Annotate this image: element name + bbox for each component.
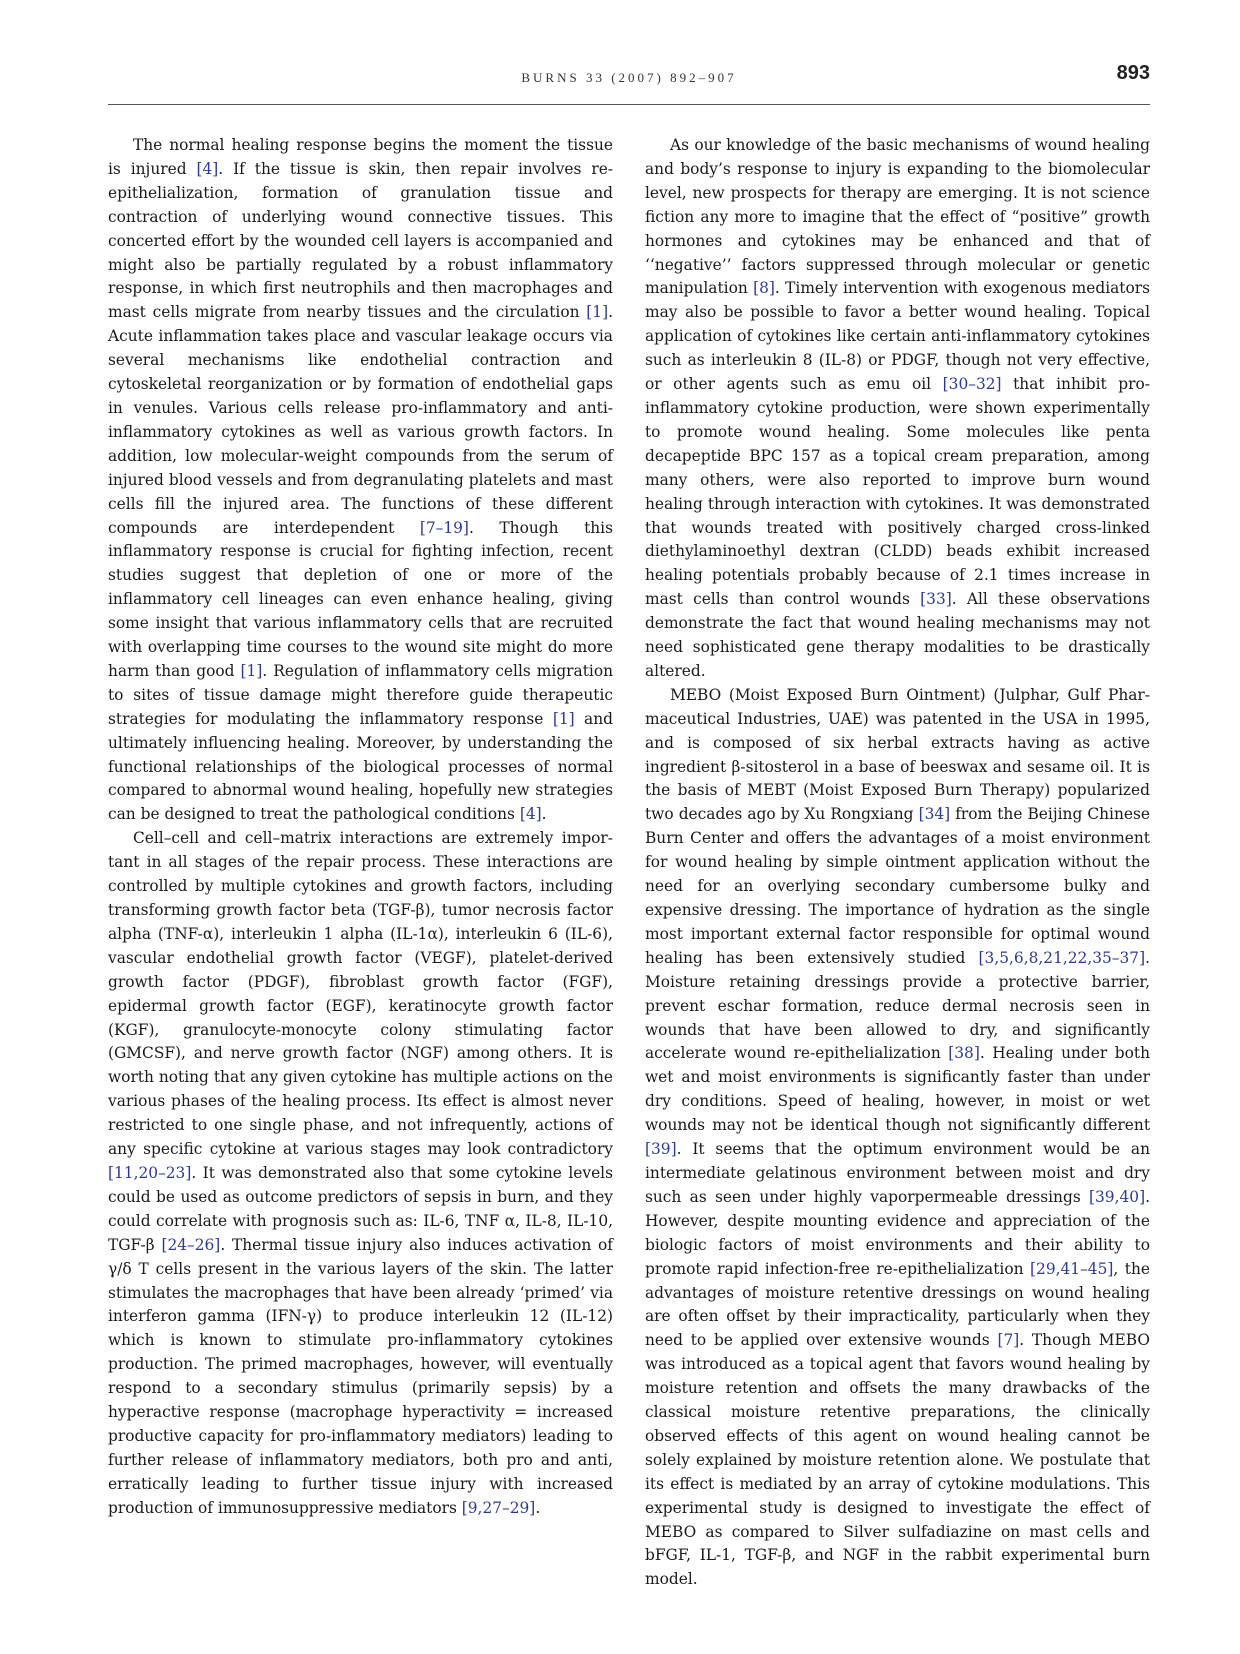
text-run: MEBO (Moist Exposed Burn Ointment) (Julphar, Gulf Pharmaceutical Industries, UAE) was patented in the USA in 1995, and is composed of six herbal extracts having as active ingredient β-sitosterol in a base of beeswax and sesame oil. It is the basis of MEBT (Moist Exposed Burn Therapy) popularized two decades ago by Xu Rongxiang (645, 685, 1150, 824)
text-run: . Though MEBO was introduced as a topical agent that favors wound healing by moisture retention and offsets the many drawbacks of the classical moisture retentive preparations, the clinically observed effects of this agent on wound healing cannot be solely explained by moisture retention alone. We postulate that its effect is mediated by an array of cytokine modulations. This experimental study is designed to investigate the effect of MEBO as compared to Silver sulfadiazine on mast cells and bFGF, IL-1, TGF-β, and NGF in the rabbit experimental burn model. (645, 1331, 1150, 1589)
citation-link[interactable]: [9,27–29] (461, 1498, 536, 1517)
text-run: . Regulation of inflammatory cells migration to sites of tissue damage might therefore guide therapeutic strategies for modulating the inflammatory response (108, 661, 613, 728)
text-run: . It seems that the optimum environment would be an intermediate gelatinous environment between moist and dry such as seen under highly vaporpermeable dressings (645, 1140, 1150, 1206)
citation-link[interactable]: [24–26] (161, 1235, 221, 1254)
citation-link[interactable]: [34] (918, 805, 951, 824)
right-column (645, 134, 1150, 1592)
text-run: . Healing under both wet and moist environments is significantly faster than under dry conditions. Speed of healing, however, in moist or wet wounds may not be identical though not significantly different (645, 1044, 1150, 1135)
citation-link[interactable]: [7–19] (419, 518, 469, 537)
text-run: . It was demonstrated also that some cytokine levels could be used as outcome predictors of sepsis in burn, and they could correlate with prognosis such as: IL-6, TNF α, IL-8, IL-10, TGF-β (108, 1163, 613, 1254)
text-run: . If the tissue is skin, then repair involves re-epithelialization, formation of granulation tissue and contraction of underlying wound connective tissues. This concerted effort by the wounded cell layers is accompanied and might also be partially regulated by a robust inflammatory response, in which first neutrophils and then macrophages and mast cells migrate from nearby tissues and the circulation (108, 159, 613, 322)
text-run: from the Beijing Chinese Burn Center and offers the advantages of a moist environment for wound healing by simple ointment application without the need for an overlying secondary cumbersome bulky and expensive dressing. The importance of hydration as the single most important external factor responsible for optimal wound healing has been extensively studied (645, 805, 1151, 967)
citation-link[interactable]: [39] (645, 1140, 677, 1159)
paragraph (108, 827, 613, 1520)
citation-link[interactable]: [3,5,6,8,21,22,35–37] (978, 948, 1146, 967)
text-run: . Though this inflammatory response is crucial for fighting infection, recent studies suggest that depletion of one or more of the inflammatory cell lineages can even enhance healing, giving some insight that various inflammatory cells that are recruited with overlapping time courses to the wound site might do more harm than good (108, 518, 613, 680)
text-run: Cell–cell and cell–matrix interactions are extremely important in all stages of the repair process. These interactions are controlled by multiple cytokines and growth factors, including transforming growth factor beta (TGF-β), tumor necrosis factor alpha (TNF-α), interleukin 1 alpha (IL-1α), interleukin 6 (IL-6), vascular endothelial growth factor (VEGF), platelet-derived growth factor (PDGF), fibroblast growth factor (FGF), epidermal growth factor (EGF), keratinocyte growth factor (KGF), granulocyte-monocyte colony stimulating factor (GMCSF), and nerve growth factor (NGF) among others. It is worth noting that any given cytokine has multiple actions on the various phases of the healing process. Its effect is almost never restricted to one single phase, and not infrequently, actions of any specific cytokine at various stages may look contradictory (108, 829, 613, 1159)
text-run: . (535, 1498, 541, 1517)
text-run: As our knowledge of the basic mechanisms of wound healing and body’s response to injury is expanding to the biomolecular level, new prospects for therapy are emerging. It is not science fiction any more to imagine that the effect of “positive” growth hormones and cytokines may be enhanced and that of ‘‘negative’’ factors suppressed through molecular or genetic manipulation (645, 136, 1150, 298)
citation-link[interactable]: [29,41–45] (1030, 1259, 1114, 1278)
text-run: . Acute inflammation takes place and vascular leakage occurs via several mechanisms like endothelial contraction and cytoskeletal reorganization or by formation of endothelial gaps in venules. Various cells release pro-inflammatory and anti-inflammatory cytokines as well as various growth factors. In addition, low molecular-weight compounds from the serum of injured blood vessels and from degranulating platelets and mast cells fill the injured area. The functions of these different compounds are interdependent (108, 303, 613, 537)
text-run: . (541, 805, 547, 824)
left-column (108, 134, 613, 1521)
citation-link[interactable]: [8] (753, 279, 775, 298)
text-run: , the advantages of moisture retentive dressings on wound healing are often offset by their impracticality, particularly when they need to be applied over extensive wounds (645, 1259, 1150, 1350)
paragraph (645, 134, 1150, 684)
text-run: . However, despite mounting evidence and appreciation of the biologic factors of moist environments and their ability to promote rapid infection-free re-epithelialization (645, 1187, 1150, 1278)
text-run: . All these observations demonstrate the fact that wound healing mechanisms may not need sophisticated gene therapy modalities to be drastically altered. (645, 590, 1151, 680)
citation-link[interactable]: [1] (586, 303, 609, 322)
text-run: The normal healing response begins the moment the tissue is injured (108, 136, 613, 178)
citation-link[interactable]: [1] (240, 661, 263, 680)
citation-link[interactable]: [30–32] (942, 375, 1002, 394)
citation-link[interactable]: [4] (196, 159, 219, 178)
text-run: . Thermal tissue injury also induces activation of γ/δ T cells present in the various layers of the skin. The latter stimulates the macrophages that have been already ‘primed’ via interferon gamma (IFN-γ) to produce interleukin 12 (IL-12) which is known to stimulate pro-inflammatory cytokines production. The primed macrophages, however, will eventually respond to a secondary stimulus (primarily sepsis) by a hyperactive response (macrophage hyperactivity = increased productive capacity for pro-inflammatory mediators) leading to further release of inflammatory mediators, both pro and anti, erratically leading to further tissue injury with increased production of immunosuppressive mediators (108, 1235, 613, 1517)
citation-link[interactable]: [39,40] (1089, 1187, 1146, 1206)
text-run: . Timely intervention with exogenous mediators may also be possible to favor a better wound healing. Topical application of cytokines like certain anti-inflammatory cytokines such as interleukin 8 (IL-8) or PDGF, though not very effective, or other agents such as emu oil (645, 279, 1150, 394)
citation-link[interactable]: [7] (997, 1331, 1020, 1350)
text-run: that inhibit pro-inflammatory cytokine production, were shown experimentally to promote wound healing. Some molecules like penta decapeptide BPC 157 as a topical cream preparation, among many others, were also reported to improve burn wound healing through interaction with cytokines. It was demonstrated that wounds treated with positively charged cross-linked diethylaminoethyl dextran (CLDD) beads exhibit increased healing potentials probably because of 2.1 times increase in mast cells than control wounds (645, 375, 1150, 609)
running-head: BURNS 33 (2007) 892–907 (521, 70, 737, 85)
citation-link[interactable]: [1] (552, 709, 575, 728)
page-header (108, 62, 1150, 105)
citation-link[interactable]: [11,20–23] (108, 1163, 192, 1182)
citation-link[interactable]: [33] (920, 590, 952, 609)
citation-link[interactable]: [38] (948, 1044, 980, 1063)
text-run: and ultimately influencing healing. Moreover, by understanding the functional relationships of the biological processes of normal compared to abnormal wound healing, hopefully new strategies can be designed to treat the pathological conditions (108, 709, 613, 824)
paragraph (108, 134, 613, 827)
text-run: . Moisture retaining dressings provide a protective barrier, prevent eschar formation, reduce dermal necrosis seen in wounds that have been allowed to dry, and significantly accelerate wound re-epithelialization (645, 948, 1150, 1063)
citation-link[interactable]: [4] (519, 805, 542, 824)
page-number: 893 (1116, 62, 1150, 84)
paragraph (645, 684, 1150, 1592)
